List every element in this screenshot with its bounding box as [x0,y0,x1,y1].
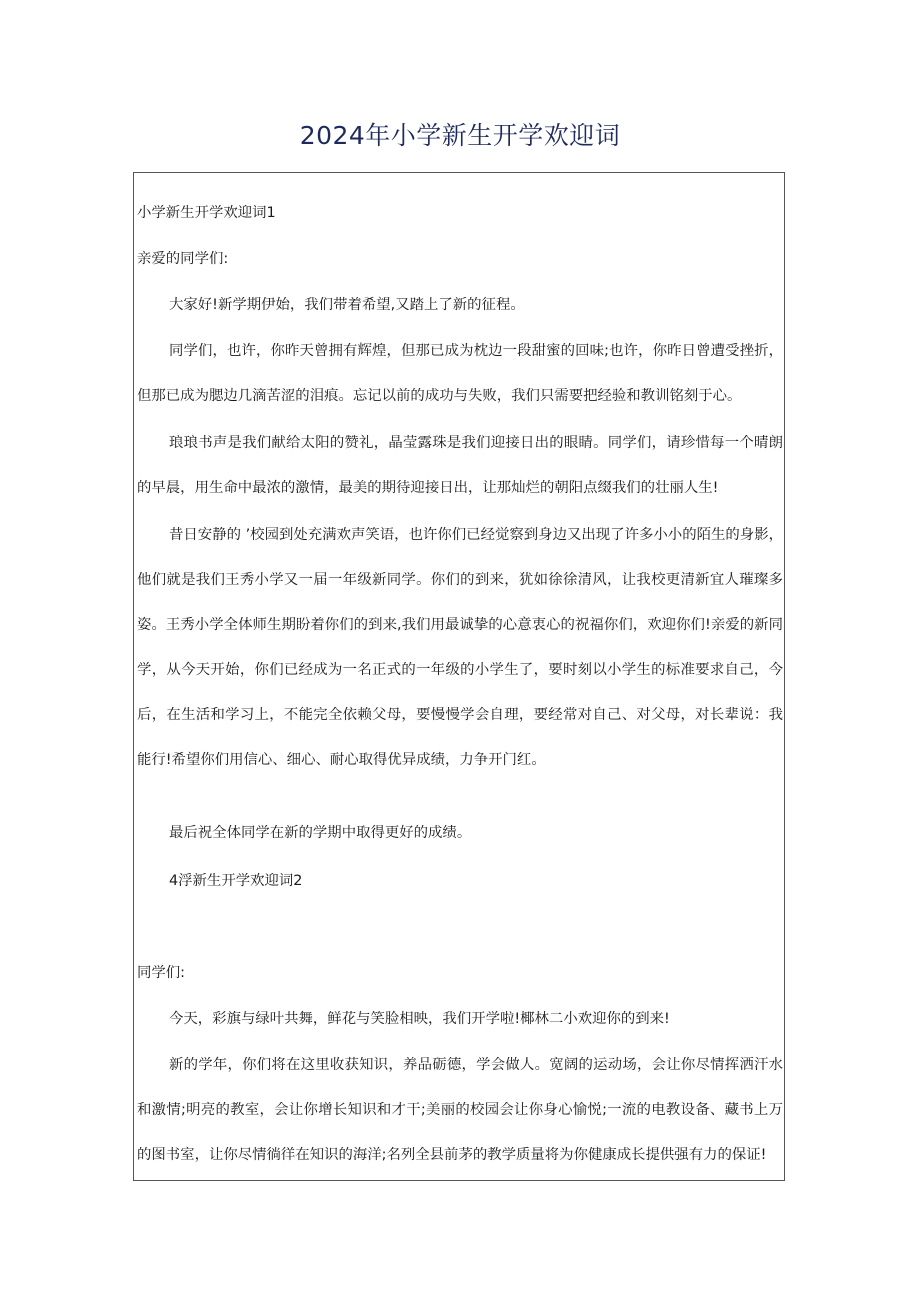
paragraph: 琅琅书声是我们献给太阳的赞礼，晶莹露珠是我们迎接日出的眼睛。同学们，请珍惜每一个晴朗的早晨，用生命中最浓的激情，最美的期待迎接日出，让那灿烂的朝阳点缀我们的壮丽人生! [137,435,783,496]
paragraph: 同学们，也许，你昨天曾拥有辉煌，但那已成为枕边一段甜蜜的回味;也许，你昨日曾遭受挫折，但那已成为腮边几滴苦涩的泪痕。忘记以前的成功与失败，我们只需要把经验和教训铭刻于心。 [137,343,783,404]
paragraph: 最后祝全体同学在新的学期中取得更好的成绩。 [169,825,472,841]
section-heading-1: 小学新生开学欢迎词1 [137,205,276,221]
salutation: 同学们: [137,965,186,981]
section-heading-2: 4浮新生开学欢迎词2 [169,873,303,889]
paragraph: 今天，彩旗与绿叶共舞，鲜花与笑脸相映，我们开学啦!椰林二小欢迎你的到来! [169,1011,670,1027]
content-frame [133,172,785,1181]
salutation: 亲爱的同学们: [137,251,229,267]
paragraph: 昔日安静的 ’校园到处充满欢声笑语，也许你们已经觉察到身边又出现了许多小小的陌生的身影，他们就是我们王秀小学又一届一年级新同学。你们的到来，犹如徐徐清风，让我校更清新宜人璀璨多姿。王秀小学全体师生期盼着你们的到来,我们用最诚挚的心意衷心的祝福你们，欢迎你们!亲爱的新同学，从今天开始，你们已经成为一名正式的一年级的小学生了，要时刻以小学生的标准要求自己，今后，在生活和学习上，不能完全依赖父母，要慢慢学会自理，要经常对自己、对父母，对长辈说：我能行!希望你们用信心、细心、耐心取得优异成绩，力争开门红。 [137,527,783,768]
document-title: 2024年小学新生开学欢迎词 [299,121,621,150]
paragraph: 大家好!新学期伊始，我们带着希望,又踏上了新的征程。 [169,297,525,313]
paragraph: 新的学年，你们将在这里收获知识，养品砺德，学会做人。宽阔的运动场，会让你尽情挥洒汗水和激情;明亮的教室，会让你增长知识和才干;美丽的校园会让你身心愉悦;一流的电教设备、藏书上万的图书室，让你尽情徜徉在知识的海洋;名列全县前茅的教学质量将为你健康成长提供强有力的保证! [137,1057,783,1163]
